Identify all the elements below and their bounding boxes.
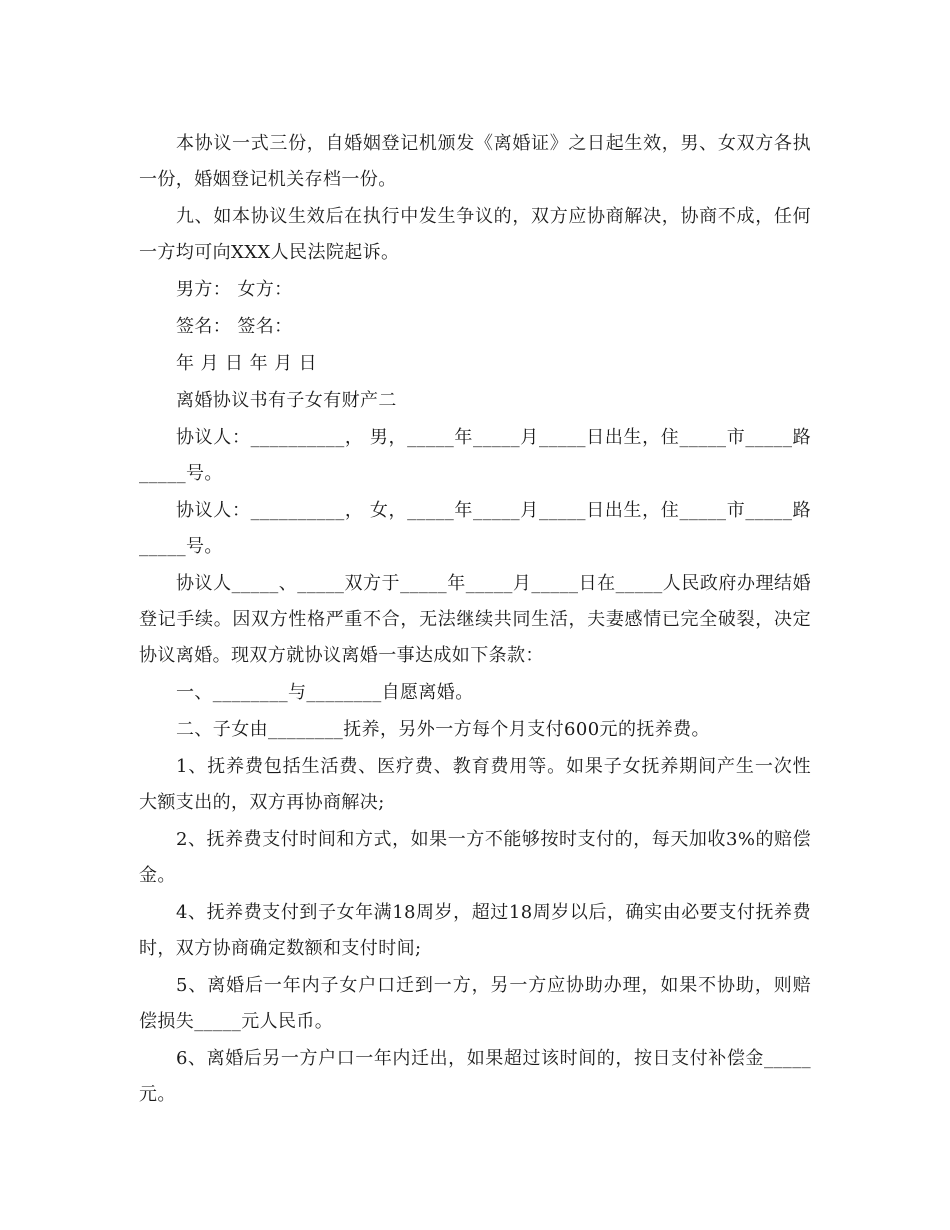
paragraph-item-2-payment: 2、抚养费支付时间和方式，如果一方不能够按时支付的，每天加收3%的赔偿金。	[139, 829, 811, 886]
paragraph-item-4-duration: 4、抚养费支付到子女年满18周岁，超过18周岁以后，确实由必要支付抚养费时，双方协商确定数额和支付时间;	[139, 902, 811, 959]
document-body	[139, 126, 811, 1114]
section-title: 离婚协议书有子女有财产二	[176, 390, 397, 411]
paragraph-signature-label: 签名： 签名：	[176, 316, 293, 337]
paragraph-party-male: 协议人：__________， 男，_____年_____月_____日出生，住_____市_____路_____号。	[139, 427, 811, 484]
paragraph-party-female: 协议人：__________， 女，_____年_____月_____日出生，住_____市_____路_____号。	[139, 500, 811, 557]
paragraph-clause-2-custody: 二、子女由________抚养，另外一方每个月支付600元的抚养费。	[176, 719, 710, 740]
paragraph-clause-1-divorce: 一、________与________自愿离婚。	[176, 682, 474, 703]
paragraph-effectiveness: 本协议一式三份，自婚姻登记机颁发《离婚证》之日起生效，男、女双方各执一份，婚姻登记机关存档一份。	[139, 133, 811, 190]
paragraph-item-5-household: 5、离婚后一年内子女户口迁到一方，另一方应协助办理，如果不协助，则赔偿损失_____元人民币。	[139, 975, 811, 1032]
paragraph-clause-9-dispute: 九、如本协议生效后在执行中发生争议的，双方应协商解决，协商不成，任何一方均可向XXX人民法院起诉。	[139, 206, 811, 263]
paragraph-item-6-relocation: 6、离婚后另一方户口一年内迁出，如果超过该时间的，按日支付补偿金_____元。	[139, 1048, 811, 1105]
paragraph-marriage-registration: 协议人_____、_____双方于_____年_____月_____日在_____人民政府办理结婚登记手续。因双方性格严重不合，无法继续共同生活，夫妻感情已完全破裂，决定协议离婚。现双方就协议离婚一事达成如下条款：	[139, 573, 811, 666]
paragraph-parties-label: 男方： 女方：	[176, 279, 293, 300]
paragraph-item-1-support: 1、抚养费包括生活费、医疗费、教育费用等。如果子女抚养期间产生一次性大额支出的，双方再协商解决;	[139, 756, 811, 813]
paragraph-date-label: 年 月 日 年 月 日	[176, 353, 318, 374]
